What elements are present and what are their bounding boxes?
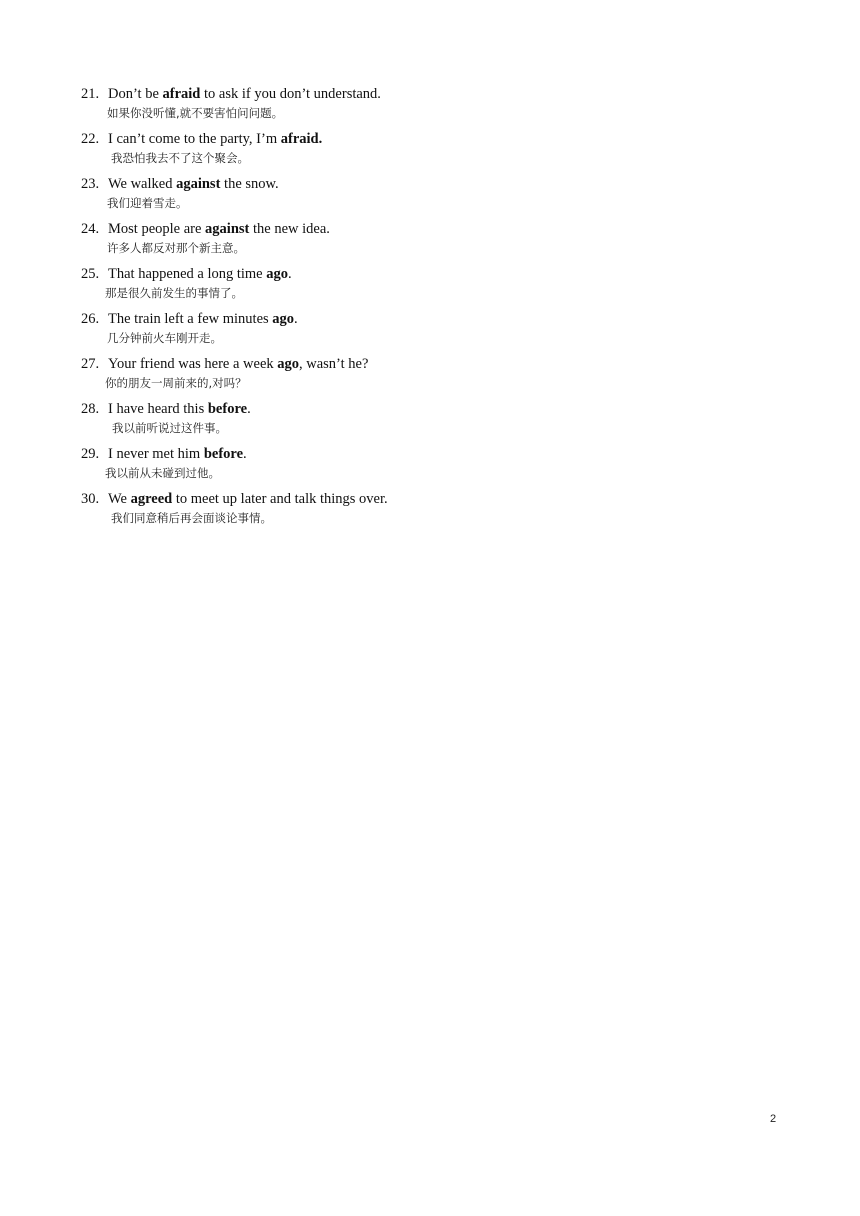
- chinese-translation: 那是很久前发生的事情了。: [105, 286, 243, 300]
- sentence-text-after: .: [288, 266, 292, 282]
- english-sentence: [81, 264, 820, 284]
- sentence-item: [81, 399, 820, 444]
- sentence-number: 23.: [81, 176, 100, 192]
- sentence-text-before: That happened a long time: [108, 266, 267, 282]
- english-sentence: [81, 489, 820, 509]
- chinese-translation: 我以前听说过这件事。: [112, 421, 227, 435]
- english-sentence: [81, 129, 820, 149]
- english-sentence: [81, 84, 820, 104]
- sentence-number: 25.: [81, 266, 100, 282]
- sentence-text-before: Your friend was here a week: [108, 356, 278, 372]
- sentence-number: 27.: [81, 356, 100, 372]
- chinese-translation: 几分钟前火车刚开走。: [107, 331, 222, 345]
- sentence-item: [81, 264, 820, 309]
- sentence-number: 26.: [81, 311, 100, 327]
- sentence-number: 21.: [81, 86, 100, 102]
- sentence-text-before: I can’t come to the party, I’m: [108, 131, 281, 147]
- sentence-number: 29.: [81, 446, 100, 462]
- sentence-item: [81, 489, 820, 534]
- page-number: 2: [770, 1113, 777, 1125]
- chinese-translation: 我们同意稍后再会面谈论事情。: [111, 511, 272, 525]
- key-word: ago: [266, 266, 288, 282]
- sentence-number: 22.: [81, 131, 100, 147]
- sentence-text-before: We walked: [108, 176, 177, 192]
- chinese-translation: 如果你没听懂,就不要害怕问问题。: [107, 106, 284, 120]
- key-word: afraid: [162, 86, 201, 102]
- key-word: afraid.: [280, 131, 323, 147]
- chinese-translation: 我们迎着雪走。: [107, 196, 188, 210]
- sentence-number: 30.: [81, 491, 100, 507]
- english-sentence: [81, 174, 820, 194]
- english-sentence: [81, 444, 820, 464]
- sentence-item: [81, 309, 820, 354]
- sentence-item: [81, 129, 820, 174]
- sentence-item: [81, 354, 820, 399]
- key-word: ago: [277, 356, 299, 372]
- sentence-text-after: .: [294, 311, 298, 327]
- sentence-text-after: .: [247, 401, 251, 417]
- sentence-text-before: I never met him: [108, 446, 204, 462]
- english-sentence: [81, 354, 820, 374]
- key-word: ago: [272, 311, 295, 327]
- sentence-item: [81, 219, 820, 264]
- sentence-item: [81, 444, 820, 489]
- chinese-translation: 许多人都反对那个新主意。: [107, 241, 245, 255]
- sentence-text-after: the snow.: [220, 176, 279, 192]
- key-word: against: [176, 176, 221, 192]
- english-sentence: [81, 399, 820, 419]
- sentence-text-after: to ask if you don’t understand.: [200, 86, 381, 102]
- sentence-text-before: Don’t be: [108, 86, 163, 102]
- key-word: before: [203, 446, 244, 462]
- english-sentence: [81, 309, 820, 329]
- key-word: agreed: [130, 491, 173, 507]
- sentence-list: [81, 84, 820, 534]
- sentence-item: [81, 84, 820, 129]
- sentence-text-after: to meet up later and talk things over.: [172, 491, 388, 507]
- sentence-text-before: We: [108, 491, 131, 507]
- key-word: against: [205, 221, 250, 237]
- sentence-text-before: I have heard this: [108, 401, 208, 417]
- sentence-item: [81, 174, 820, 219]
- sentence-text-after: .: [243, 446, 247, 462]
- chinese-translation: 你的朋友一周前来的,对吗？: [105, 376, 247, 390]
- sentence-text-after: , wasn’t he?: [299, 356, 369, 372]
- sentence-number: 28.: [81, 401, 100, 417]
- chinese-translation: 我恐怕我去不了这个聚会。: [111, 151, 249, 165]
- key-word: before: [207, 401, 248, 417]
- sentence-text-before: Most people are: [108, 221, 206, 237]
- english-sentence: [81, 219, 820, 239]
- sentence-number: 24.: [81, 221, 100, 237]
- sentence-text-after: the new idea.: [249, 221, 330, 237]
- chinese-translation: 我以前从未碰到过他。: [105, 466, 220, 480]
- sentence-text-before: The train left a few minutes: [108, 311, 273, 327]
